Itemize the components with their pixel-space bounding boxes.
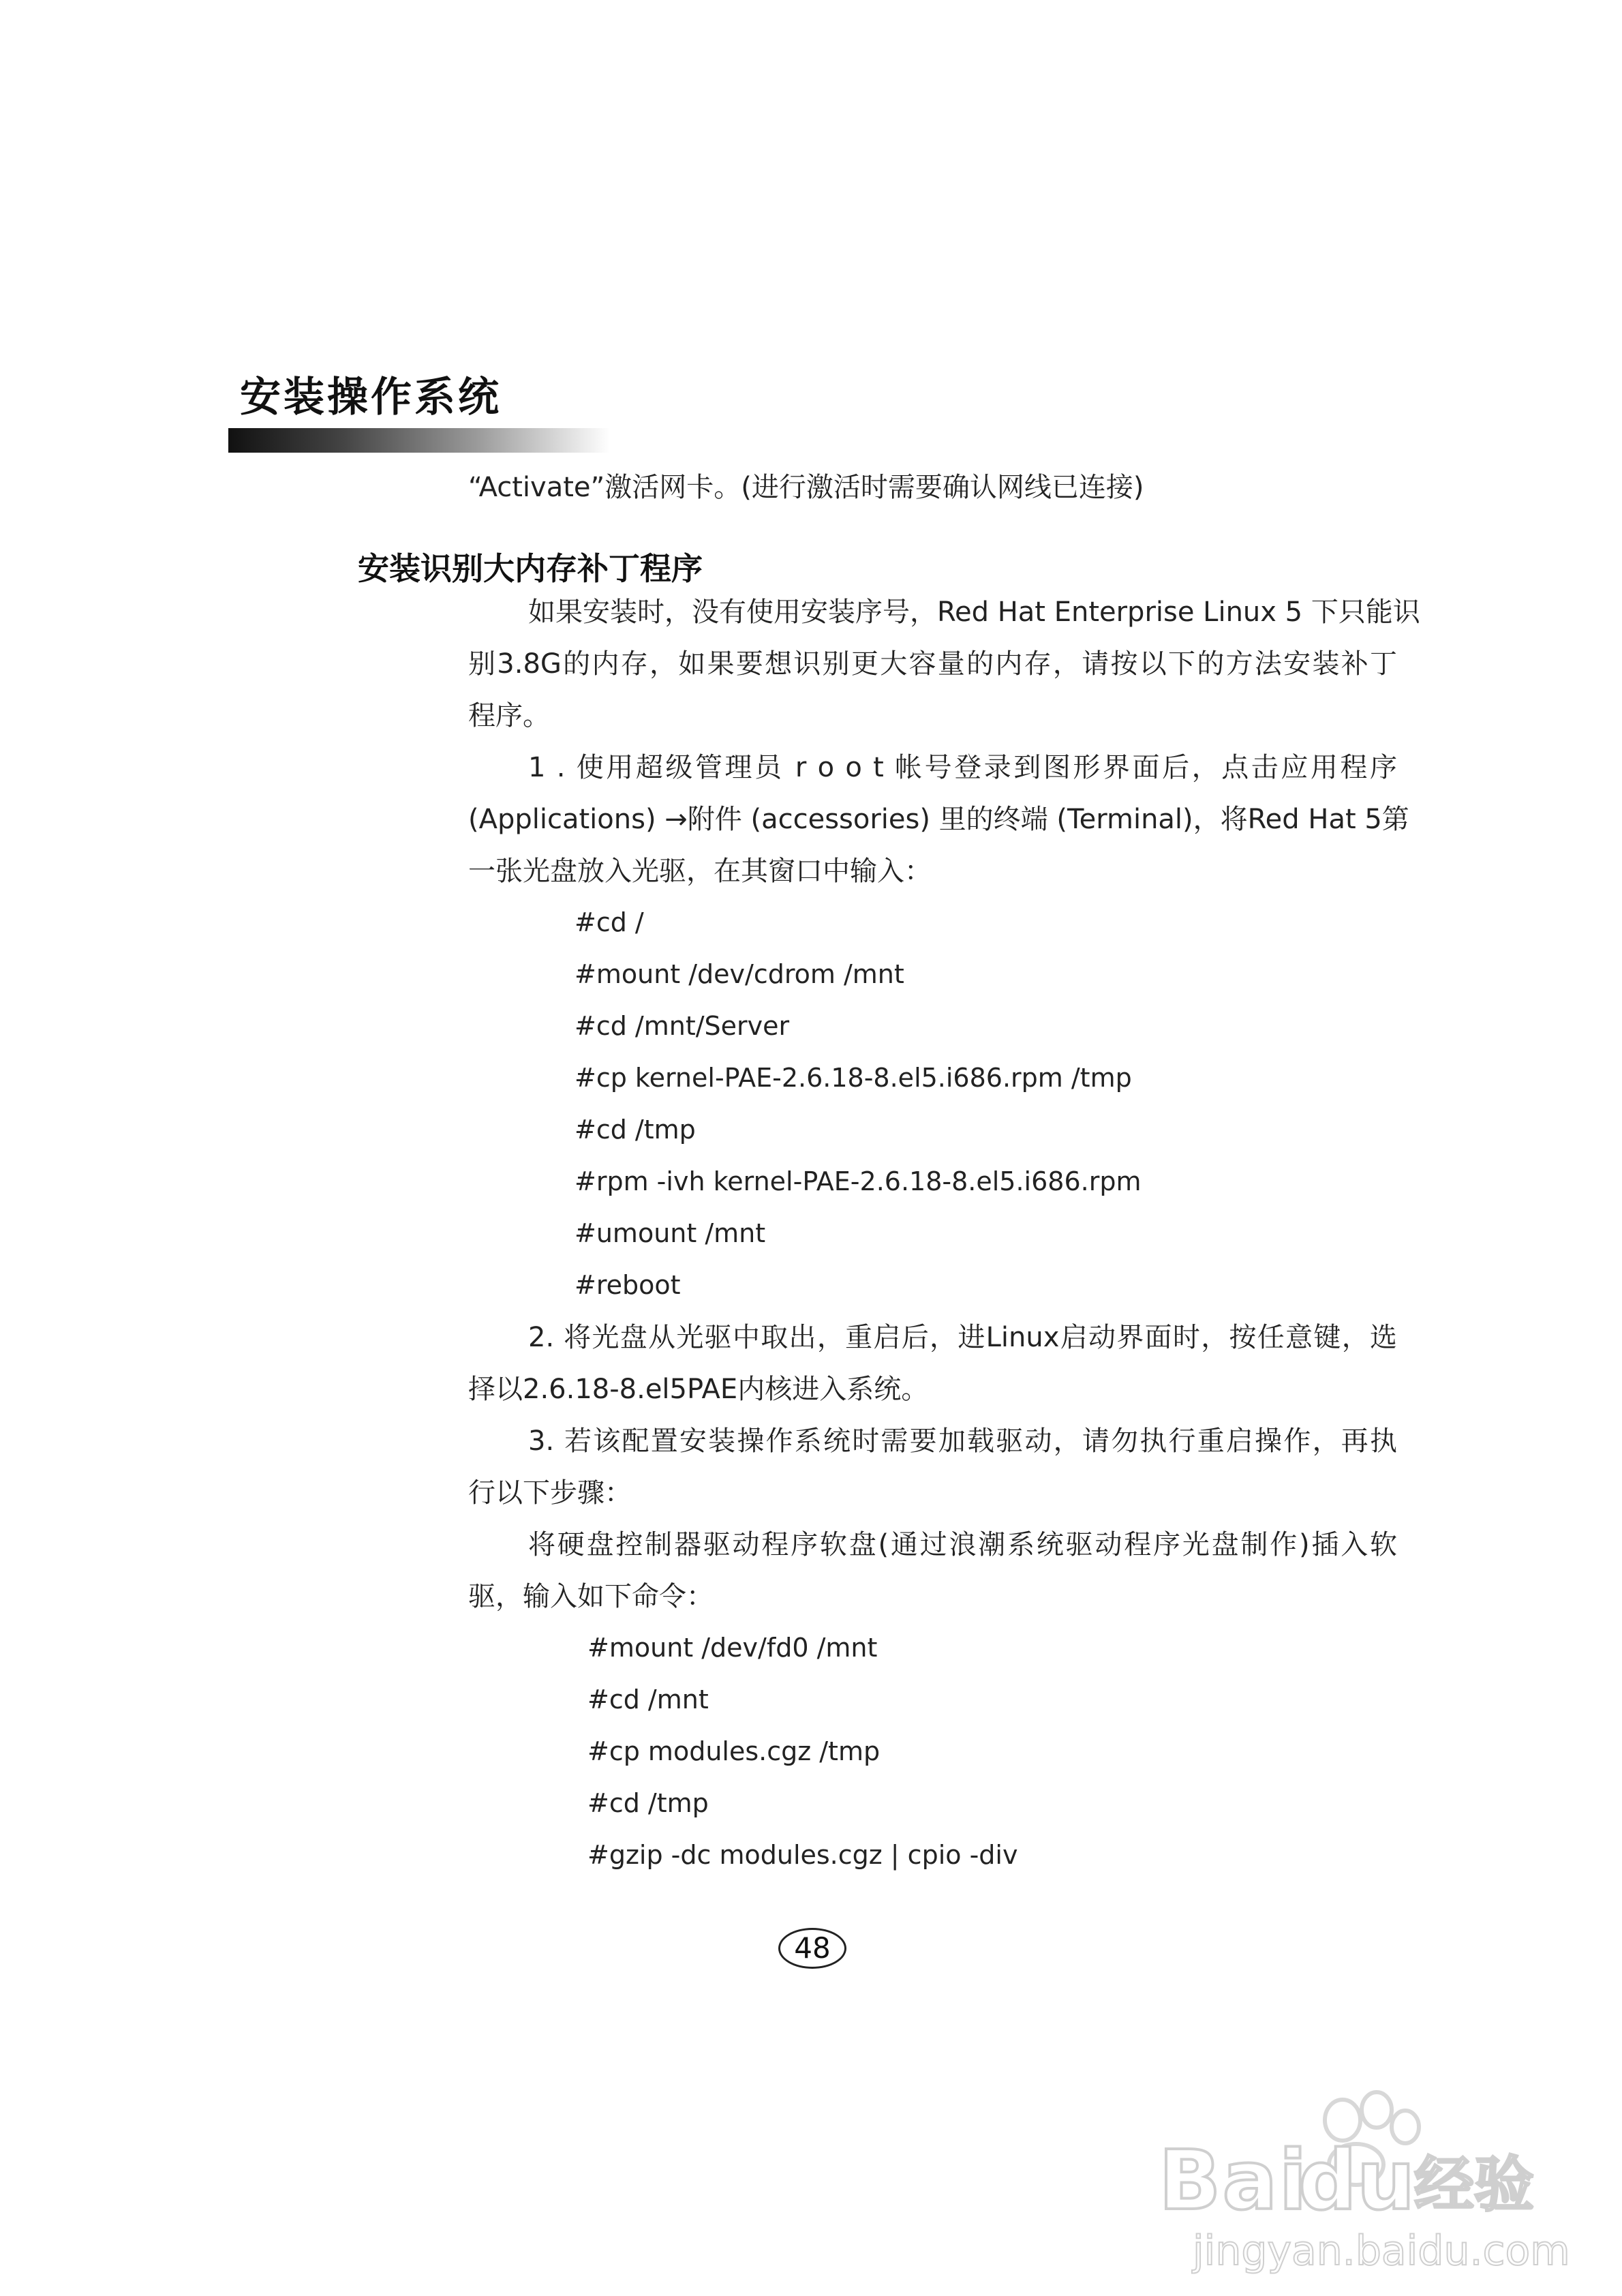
step2-line-2: 择以2.6.18-8.el5PAE内核进入系统。 <box>468 1374 929 1405</box>
svg-text:经验: 经验 <box>1414 2149 1535 2220</box>
section-heading: 安装识别大内存补丁程序 <box>358 550 703 587</box>
page-number: 48 <box>778 1928 846 1969</box>
command-line: #cd / <box>575 907 644 937</box>
para1-line-2: 别3.8G的内存，如果要想识别更大容量的内存，请按以下的方法安装补丁 <box>468 648 1397 680</box>
chapter-title: 安装操作系统 <box>240 374 502 421</box>
step1-line-1: 1 . 使用超级管理员 r o o t 帐号登录到图形界面后，点击应用程序 <box>528 752 1397 783</box>
command-line: #mount /dev/cdrom /mnt <box>575 959 904 989</box>
command-line: #cd /tmp <box>587 1788 709 1818</box>
step3-line-2: 行以下步骤： <box>468 1477 632 1509</box>
floppy-para-line-2: 驱，输入如下命令： <box>468 1581 714 1612</box>
command-line: #mount /dev/fd0 /mnt <box>587 1633 878 1663</box>
svg-text:Bai: Bai <box>1159 2134 1309 2229</box>
command-line: #cd /tmp <box>575 1115 696 1145</box>
chapter-title-gradient-bar <box>228 428 610 453</box>
command-line: #cd /mnt/Server <box>575 1011 790 1041</box>
command-line: #cp modules.cgz /tmp <box>587 1736 881 1766</box>
command-line: #gzip -dc modules.cgz | cpio -div <box>587 1840 1018 1870</box>
watermark-url: jingyan.baidu.com <box>1193 2227 1570 2275</box>
command-line: #rpm -ivh kernel-PAE-2.6.18-8.el5.i686.rpm <box>575 1166 1142 1196</box>
command-line: #reboot <box>575 1270 681 1300</box>
baidu-watermark-logo <box>1152 2072 1574 2277</box>
command-line: #umount /mnt <box>575 1218 766 1248</box>
step1-line-2: (Applications) →附件 (accessories) 里的终端 (Terminal)，将Red Hat 5第 <box>468 804 1409 835</box>
para1-line-1: 如果安装时，没有使用安装序号，Red Hat Enterprise Linux 5 下只能识 <box>528 596 1420 628</box>
command-line: #cd /mnt <box>587 1685 709 1715</box>
intro-line: “Activate”激活网卡。(进行激活时需要确认网线已连接) <box>468 472 1144 503</box>
para1-line-3: 程序。 <box>468 700 550 731</box>
step1-line-3: 一张光盘放入光驱，在其窗口中输入： <box>468 856 932 887</box>
command-line: #cp kernel-PAE-2.6.18-8.el5.i686.rpm /tmp <box>575 1063 1132 1093</box>
floppy-para-line-1: 将硬盘控制器驱动程序软盘(通过浪潮系统驱动程序光盘制作)插入软 <box>528 1529 1397 1560</box>
step2-line-1: 2. 将光盘从光驱中取出，重启后，进Linux启动界面时，按任意键，选 <box>528 1322 1397 1353</box>
svg-text:du: du <box>1298 2134 1416 2229</box>
step3-line-1: 3. 若该配置安装操作系统时需要加载驱动，请勿执行重启操作，再执 <box>528 1425 1397 1457</box>
